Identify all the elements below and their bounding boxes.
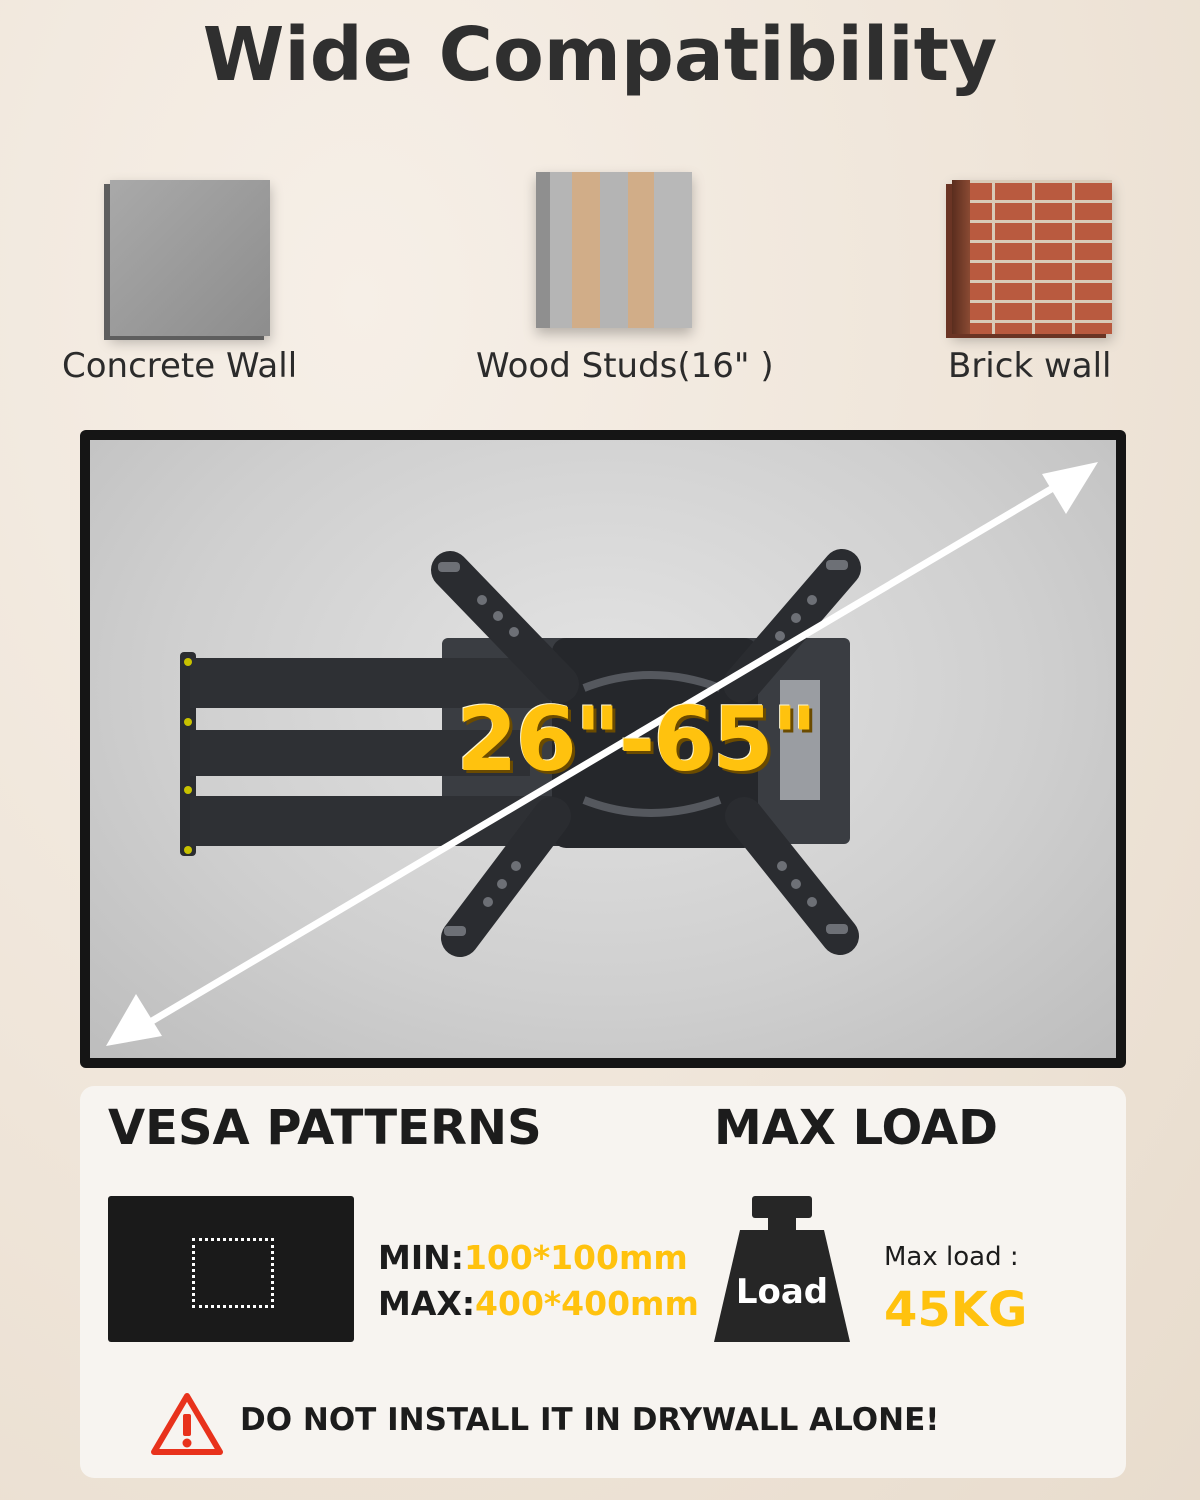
max-load-value: 45KG [884, 1282, 1028, 1338]
vesa-max-label: MAX: [378, 1284, 476, 1323]
tv-screen [90, 440, 1116, 1058]
vesa-max [378, 1284, 699, 1323]
warning-icon [150, 1392, 224, 1456]
brick-wall-icon [952, 180, 1112, 334]
brick-wall-label: Brick wall [948, 346, 1112, 386]
spec-panel [80, 1086, 1126, 1478]
vesa-max-value: 400*400mm [475, 1284, 699, 1323]
vesa-min-value: 100*100mm [463, 1238, 688, 1277]
arrow-head-top-right-icon [1042, 462, 1098, 514]
weight-icon [714, 1196, 850, 1342]
wood-studs-icon [536, 172, 692, 328]
vesa-hole-pattern [192, 1238, 274, 1308]
max-load-caption: Max load : [884, 1242, 1019, 1272]
drywall-warning-text: DO NOT INSTALL IT IN DRYWALL ALONE! [240, 1402, 940, 1438]
concrete-wall-label: Concrete Wall [62, 346, 298, 386]
page-title: Wide Compatibility [202, 12, 998, 98]
max-load-heading: MAX LOAD [714, 1100, 999, 1156]
tv-frame [80, 430, 1126, 1068]
vesa-pattern-icon [108, 1196, 354, 1342]
vesa-min-label: MIN: [378, 1238, 464, 1277]
weight-icon-label: Load [735, 1272, 829, 1312]
tv-size-range: 26"-65" [456, 688, 816, 791]
concrete-wall-icon [110, 180, 270, 336]
vesa-heading: VESA PATTERNS [108, 1100, 542, 1156]
vesa-min [378, 1238, 688, 1277]
wood-studs-label: Wood Studs(16" ) [476, 346, 774, 386]
